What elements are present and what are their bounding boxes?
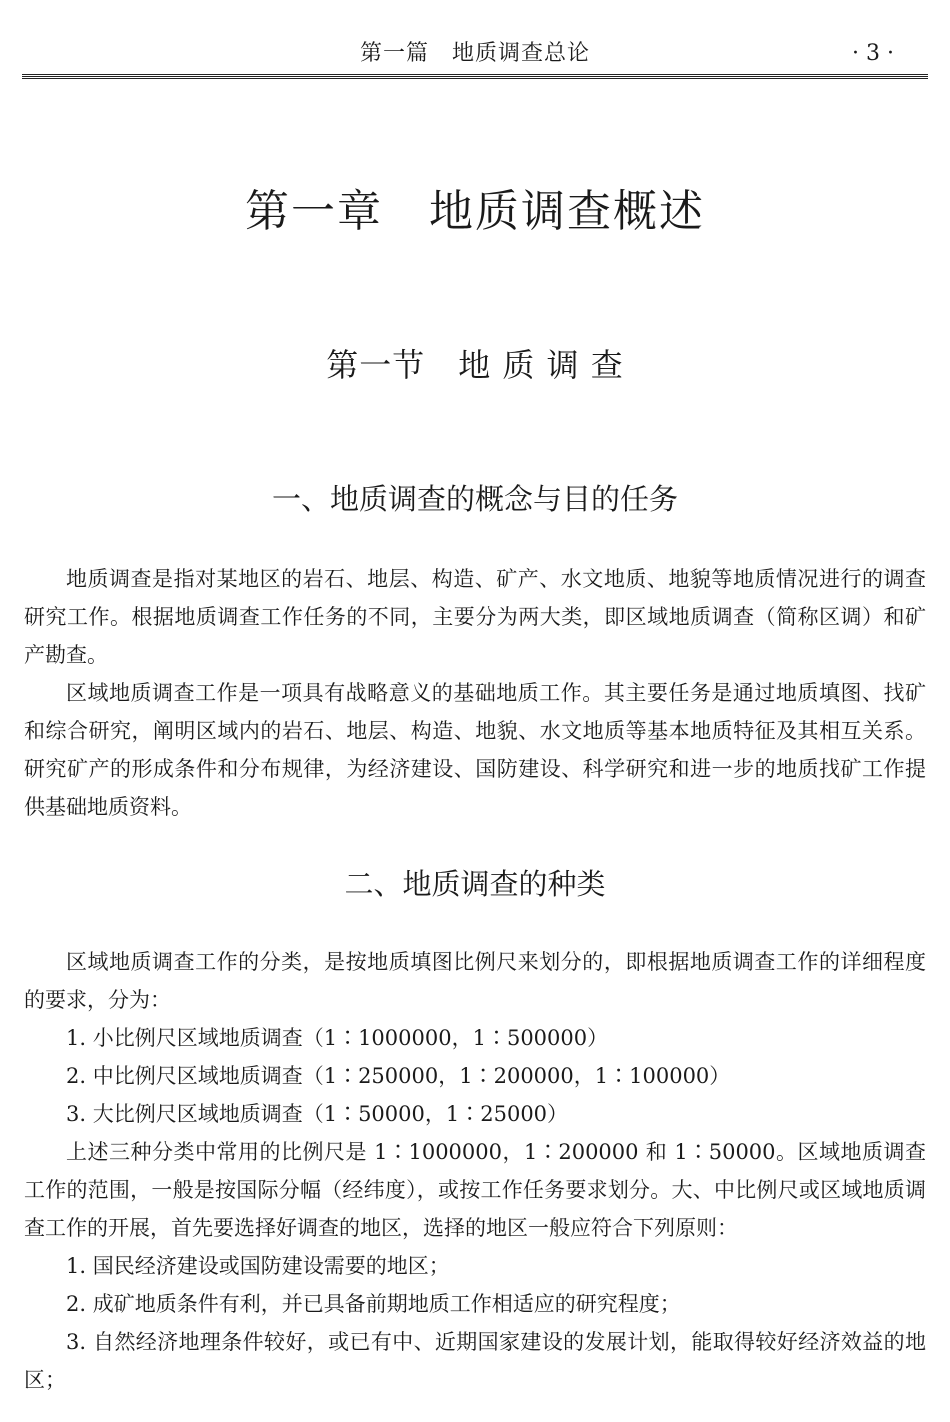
section-title: 第一节 地 质 调 查 [326, 346, 624, 384]
paragraph: 区域地质调查工作的分类，是按地质填图比例尺来划分的，即根据地质调查工作的详细程度的要求，分为： [24, 950, 926, 1012]
chapter-title: 第一章 地质调查概述 [245, 186, 705, 237]
list-item: 2. 成矿地质条件有利，并已具备前期地质工作相适应的研究程度； [66, 1292, 681, 1316]
header-rule [22, 74, 928, 77]
page-number: · 3 · [852, 41, 894, 66]
header-rule-thin [22, 78, 928, 79]
running-head [22, 38, 928, 70]
list-item: 1. 小比例尺区域地质调查（1∶1000000，1∶500000） [66, 1026, 609, 1050]
subsection-2-body [24, 943, 926, 1399]
list-item: 2. 中比例尺区域地质调查（1∶250000，1∶200000，1∶100000） [66, 1064, 731, 1088]
list-item: 3. 大比例尺区域地质调查（1∶50000，1∶25000） [66, 1102, 569, 1126]
subsection-1-body [24, 560, 926, 826]
list-item: 3. 自然经济地理条件较好，或已有中、近期国家建设的发展计划，能取得较好经济效益的地区； [24, 1330, 926, 1392]
list-item: 1. 国民经济建设或国防建设需要的地区； [66, 1254, 450, 1278]
subsection-title-1: 一、地质调查的概念与目的任务 [271, 482, 678, 516]
subsection-title-2: 二、地质调查的种类 [344, 867, 606, 901]
paragraph: 地质调查是指对某地区的岩石、地层、构造、矿产、水文地质、地貌等地质情况进行的调查研究工作。根据地质调查工作任务的不同，主要分为两大类，即区域地质调查（简称区调）和矿产勘查。 [24, 567, 926, 667]
running-title: 第一篇 地质调查总论 [359, 41, 590, 66]
paragraph: 上述三种分类中常用的比例尺是 1∶1000000，1∶200000 和 1∶50000。区域地质调查工作的范围，一般是按国际分幅（经纬度），或按工作任务要求划分。大、中比例尺或区域地质调查工作的开展，首先要选择好调查的地区，选择的地区一般应符合下列原则： [24, 1140, 926, 1240]
paragraph: 区域地质调查工作是一项具有战略意义的基础地质工作。其主要任务是通过地质填图、找矿和综合研究，阐明区域内的岩石、地层、构造、地貌、水文地质等基本地质特征及其相互关系。研究矿产的形成条件和分布规律，为经济建设、国防建设、科学研究和进一步的地质找矿工作提供基础地质资料。 [24, 681, 926, 819]
